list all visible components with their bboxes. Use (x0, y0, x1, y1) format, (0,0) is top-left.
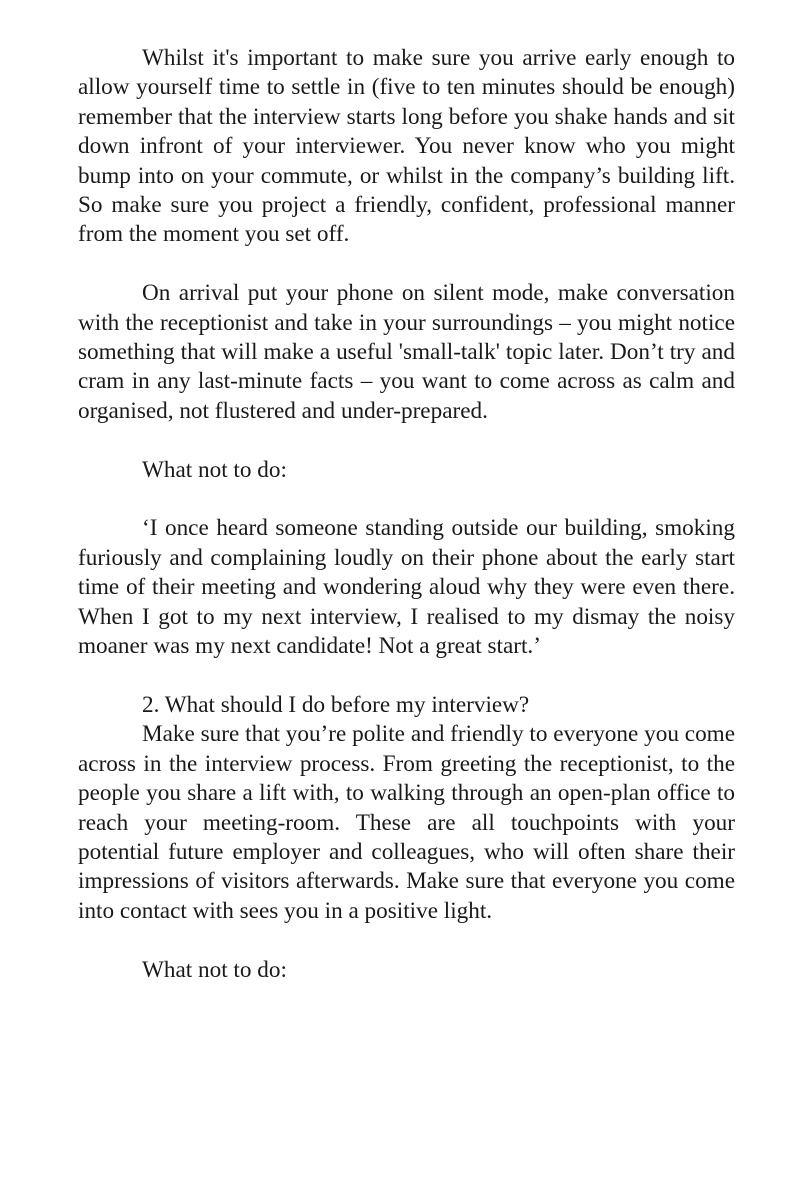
paragraph-arrival-timing: Whilst it's important to make sure you arrive early enough to allow yourself time to settle in (five to ten minutes should be enough) remember that the interview starts long before you shake hands and sit down infront of your interviewer. You never know who you might bump into on your commute, or whilst in the company’s building lift. So make sure you project a friendly, confident, professional manner from the moment you set off. (78, 45, 735, 248)
what-not-to-do-label: What not to do: (142, 456, 287, 483)
section-heading: 2. What should I do before my interview? (142, 691, 530, 718)
document-page (78, 44, 735, 1014)
what-not-to-do-label-2: What not to do: (142, 956, 287, 983)
paragraph-on-arrival: On arrival put your phone on silent mode, make conversation with the receptionist and take in your surroundings – you might notice something that will make a useful 'small-talk' topic later. Don’t try and cram in any last-minute facts – you want to come across as calm and organised, not flustered and under-prepared. (78, 280, 735, 424)
quote-paragraph: ‘I once heard someone standing outside our building, smoking furiously and complaining loudly on their phone about the early start time of their meeting and wondering aloud why they were even there. When I got to my next interview, I realised to my dismay the noisy moaner was my next candidate! Not a great start.’ (78, 515, 735, 660)
paragraph-be-polite: Make sure that you’re polite and friendly to everyone you come across in the interview process. From greeting the receptionist, to the people you share a lift with, to walking through an open-plan office to reach your meeting-room. These are all touchpoints with your potential future employer and colleagues, who will often share their impressions of visitors afterwards. Make sure that everyone you come into contact with sees you in a positive light. (78, 721, 735, 924)
